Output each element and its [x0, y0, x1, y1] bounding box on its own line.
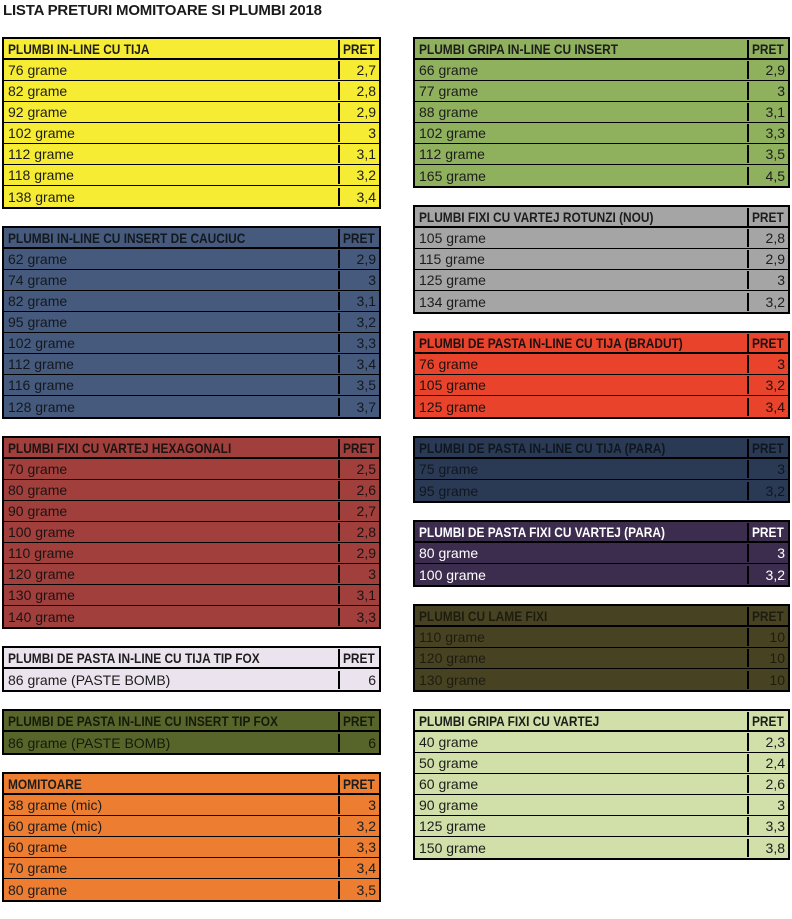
table-row [4, 102, 379, 123]
price-column-header: PRET [338, 649, 379, 667]
table-title: PLUMBI DE PASTA IN-LINE CU TIJA TIP FOX [8, 649, 260, 666]
table-row [415, 774, 788, 795]
item-price: 2,9 [747, 61, 788, 79]
item-label: 105 grame [419, 377, 486, 393]
table-row [415, 564, 788, 585]
item-label: 82 grame [8, 293, 68, 309]
item-price: 3,3 [747, 817, 788, 835]
item-price: 3,5 [338, 376, 379, 394]
item-price: 2,8 [747, 229, 788, 247]
item-price: 2,6 [338, 481, 379, 499]
table-row [4, 60, 379, 81]
item-price: 3,3 [338, 334, 379, 352]
table-row [415, 291, 788, 312]
table-row [415, 375, 788, 396]
price-table-right-5 [413, 604, 790, 692]
item-label: 92 grame [8, 104, 68, 120]
table-row [4, 81, 379, 102]
item-price: 3,1 [338, 145, 379, 163]
price-table-left-3 [2, 646, 381, 692]
item-label: 120 grame [419, 650, 486, 666]
price-column-header: PRET [338, 229, 379, 247]
price-table-left-4 [2, 709, 381, 755]
table-row [4, 795, 379, 816]
table-row [4, 606, 379, 627]
item-price: 3,2 [747, 566, 788, 584]
table-row [415, 60, 788, 81]
table-row [415, 270, 788, 291]
table-title: PLUMBI CU LAME FIXI [419, 607, 548, 624]
item-price: 3,2 [747, 293, 788, 311]
table-title: PLUMBI DE PASTA IN-LINE CU TIJA (BRADUT) [419, 334, 683, 351]
item-price: 3,1 [747, 103, 788, 121]
table-row [4, 879, 379, 900]
table-row [415, 123, 788, 144]
item-label: 128 grame [8, 398, 75, 415]
item-label: 112 grame [8, 146, 74, 162]
item-price: 3 [747, 544, 788, 562]
item-price: 2,8 [338, 82, 379, 100]
table-row [415, 396, 788, 417]
table-row [415, 165, 788, 186]
item-price: 3,4 [338, 355, 379, 373]
item-price: 3,3 [747, 124, 788, 142]
item-label: 165 grame [419, 167, 486, 184]
table-title: PLUMBI IN-LINE CU TIJA [8, 40, 150, 57]
item-price: 3,5 [338, 881, 379, 899]
item-label: 115 grame [419, 251, 485, 267]
item-price: 3 [747, 355, 788, 373]
table-header-row [4, 438, 379, 459]
item-label: 80 grame [8, 881, 68, 898]
item-label: 150 grame [419, 839, 486, 856]
table-row [415, 102, 788, 123]
table-row [415, 543, 788, 564]
table-row [4, 333, 379, 354]
item-price: 2,5 [338, 460, 379, 478]
item-price: 3,2 [747, 376, 788, 394]
item-price: 3,5 [747, 145, 788, 163]
item-price: 6 [338, 671, 379, 689]
item-label: 40 grame [419, 734, 479, 750]
item-label: 125 grame [419, 272, 486, 288]
price-table-right-1 [413, 205, 790, 314]
price-table-left-2 [2, 436, 381, 629]
table-row [415, 753, 788, 774]
table-row [4, 354, 379, 375]
table-title: PLUMBI IN-LINE CU INSERT DE CAUCIUC [8, 229, 246, 246]
table-title: PLUMBI DE PASTA IN-LINE CU INSERT TIP FOX [8, 712, 278, 729]
table-row [415, 354, 788, 375]
item-label: 80 grame [8, 482, 68, 498]
item-price: 3,4 [338, 859, 379, 877]
item-label: 100 grame [8, 524, 75, 540]
item-price: 3,1 [338, 586, 379, 604]
item-price: 3,1 [338, 292, 379, 310]
item-price: 2,9 [338, 103, 379, 121]
item-price: 2,6 [747, 775, 788, 793]
table-row [415, 228, 788, 249]
item-label: 38 grame (mic) [8, 797, 103, 813]
table-header-row [4, 39, 379, 60]
item-price: 3 [747, 460, 788, 478]
item-price: 3 [747, 271, 788, 289]
item-price: 6 [338, 734, 379, 752]
price-table-left-5 [2, 772, 381, 902]
item-label: 112 grame [419, 146, 485, 162]
item-price: 10 [747, 671, 788, 689]
table-row [4, 249, 379, 270]
table-row [415, 795, 788, 816]
item-label: 60 grame [419, 776, 479, 792]
table-header-row [4, 711, 379, 732]
price-table-right-0 [413, 37, 790, 188]
table-row [4, 858, 379, 879]
item-label: 102 grame [8, 335, 75, 351]
table-row [415, 144, 788, 165]
table-title: MOMITOARE [8, 775, 82, 792]
item-price: 3,7 [338, 398, 379, 416]
item-price: 3,8 [747, 839, 788, 857]
table-row [415, 627, 788, 648]
item-price: 3,4 [338, 188, 379, 206]
item-price: 10 [747, 649, 788, 667]
item-label: 86 grame (PASTE BOMB) [8, 671, 171, 688]
item-price: 4,5 [747, 167, 788, 185]
price-table-right-2 [413, 331, 790, 419]
item-label: 100 grame [419, 566, 486, 583]
table-row [4, 501, 379, 522]
item-price: 2,9 [338, 544, 379, 562]
price-column-header: PRET [747, 40, 788, 58]
table-header-row [415, 333, 788, 354]
table-row [415, 459, 788, 480]
price-column-header: PRET [338, 712, 379, 730]
table-header-row [415, 207, 788, 228]
table-row [4, 186, 379, 207]
page-title: LISTA PRETURI MOMITOARE SI PLUMBI 2018 [3, 2, 322, 19]
price-table-right-3 [413, 436, 790, 503]
item-label: 118 grame [8, 167, 74, 183]
item-label: 90 grame [419, 797, 479, 813]
table-row [415, 648, 788, 669]
item-price: 3 [338, 124, 379, 142]
table-header-row [4, 648, 379, 669]
table-row [4, 459, 379, 480]
item-price: 3 [338, 271, 379, 289]
table-row [4, 312, 379, 333]
item-label: 130 grame [419, 671, 486, 688]
item-label: 86 grame (PASTE BOMB) [8, 734, 171, 751]
item-price: 3 [747, 796, 788, 814]
item-label: 125 grame [419, 398, 486, 415]
item-price: 3,2 [338, 313, 379, 331]
price-column-header: PRET [747, 334, 788, 352]
table-header-row [415, 522, 788, 543]
table-row [415, 732, 788, 753]
item-label: 138 grame [8, 188, 75, 205]
item-price: 2,8 [338, 523, 379, 541]
item-price: 3 [338, 796, 379, 814]
price-column-header: PRET [338, 439, 379, 457]
table-row [4, 123, 379, 144]
item-label: 77 grame [419, 83, 479, 99]
item-label: 66 grame [419, 62, 479, 78]
item-label: 50 grame [419, 755, 479, 771]
price-column-header: PRET [747, 208, 788, 226]
table-title: PLUMBI FIXI CU VARTEJ HEXAGONALI [8, 439, 232, 456]
item-label: 95 grame [419, 482, 479, 499]
table-row [4, 291, 379, 312]
table-title: PLUMBI DE PASTA IN-LINE CU TIJA (PARA) [419, 439, 666, 456]
price-column-header: PRET [747, 607, 788, 625]
item-price: 3,3 [338, 838, 379, 856]
price-table-right-6 [413, 709, 790, 860]
item-price: 3,2 [338, 166, 379, 184]
item-price: 2,4 [747, 754, 788, 772]
table-row [415, 816, 788, 837]
item-label: 140 grame [8, 608, 75, 625]
column-right [413, 37, 790, 877]
item-price: 2,3 [747, 733, 788, 751]
item-price: 3 [338, 565, 379, 583]
table-row [4, 564, 379, 585]
item-label: 70 grame [8, 860, 68, 876]
table-row [4, 669, 379, 690]
table-row [4, 396, 379, 417]
item-label: 88 grame [419, 104, 479, 120]
table-title: PLUMBI GRIPA FIXI CU VARTEJ [419, 712, 600, 729]
item-price: 2,7 [338, 61, 379, 79]
table-row [4, 837, 379, 858]
table-row [415, 837, 788, 858]
item-label: 105 grame [419, 230, 486, 246]
table-header-row [415, 606, 788, 627]
item-label: 75 grame [419, 461, 479, 477]
item-price: 3,2 [747, 482, 788, 500]
item-price: 2,7 [338, 502, 379, 520]
item-label: 102 grame [419, 125, 486, 141]
item-label: 90 grame [8, 503, 68, 519]
item-label: 112 grame [8, 356, 74, 372]
table-row [4, 480, 379, 501]
table-header-row [4, 774, 379, 795]
item-label: 125 grame [419, 818, 486, 834]
table-header-row [415, 711, 788, 732]
price-column-header: PRET [338, 775, 379, 793]
table-row [4, 585, 379, 606]
table-row [4, 543, 379, 564]
table-title: PLUMBI FIXI CU VARTEJ ROTUNZI (NOU) [419, 208, 654, 225]
item-label: 134 grame [419, 293, 486, 310]
item-price: 3,2 [338, 817, 379, 835]
item-label: 82 grame [8, 83, 68, 99]
item-label: 110 grame [419, 629, 485, 645]
table-row [415, 669, 788, 690]
item-price: 2,9 [338, 250, 379, 268]
table-row [4, 375, 379, 396]
item-label: 76 grame [419, 356, 479, 372]
item-label: 80 grame [419, 545, 479, 561]
price-column-header: PRET [747, 712, 788, 730]
item-label: 120 grame [8, 566, 75, 582]
item-price: 3,3 [338, 608, 379, 626]
table-row [415, 249, 788, 270]
table-title: PLUMBI GRIPA IN-LINE CU INSERT [419, 40, 619, 57]
table-row [4, 165, 379, 186]
table-header-row [4, 228, 379, 249]
item-label: 102 grame [8, 125, 75, 141]
item-price: 3,4 [747, 398, 788, 416]
item-label: 95 grame [8, 314, 68, 330]
item-label: 76 grame [8, 62, 68, 78]
item-label: 74 grame [8, 272, 68, 288]
price-table-right-4 [413, 520, 790, 587]
table-row [4, 270, 379, 291]
item-label: 116 grame [8, 377, 74, 393]
table-header-row [415, 39, 788, 60]
item-label: 130 grame [8, 587, 75, 603]
item-label: 60 grame [8, 839, 68, 855]
item-label: 60 grame (mic) [8, 818, 103, 834]
item-label: 110 grame [8, 545, 74, 561]
table-title: PLUMBI DE PASTA FIXI CU VARTEJ (PARA) [419, 523, 665, 540]
table-row [4, 816, 379, 837]
price-table-left-0 [2, 37, 381, 209]
item-label: 62 grame [8, 251, 68, 267]
table-row [415, 480, 788, 501]
price-column-header: PRET [747, 439, 788, 457]
price-column-header: PRET [338, 40, 379, 58]
table-row [415, 81, 788, 102]
item-price: 3 [747, 82, 788, 100]
item-price: 10 [747, 628, 788, 646]
table-header-row [415, 438, 788, 459]
item-price: 2,9 [747, 250, 788, 268]
price-table-left-1 [2, 226, 381, 419]
table-row [4, 522, 379, 543]
item-label: 70 grame [8, 461, 68, 477]
table-row [4, 144, 379, 165]
price-column-header: PRET [747, 523, 788, 541]
column-left [2, 37, 381, 919]
table-row [4, 732, 379, 753]
